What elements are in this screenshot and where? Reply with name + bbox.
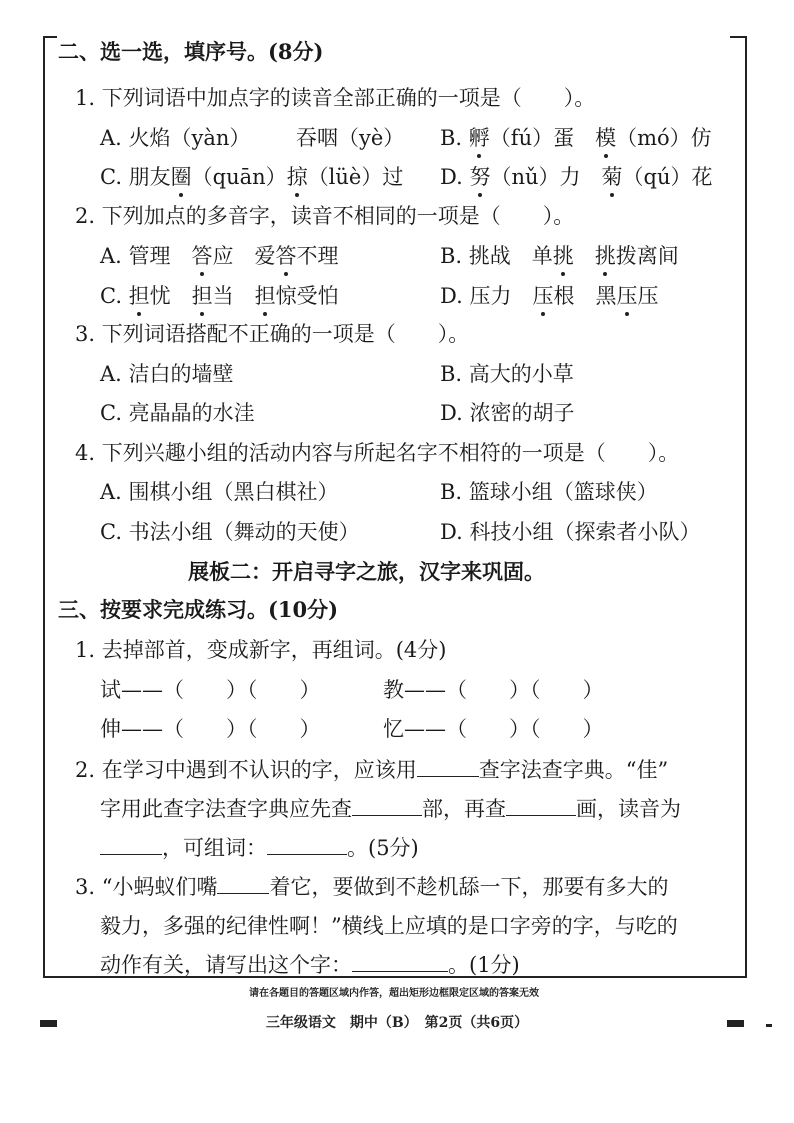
s3q2-line2: 字用此查字法查字典应先查 部，再查 画，读音为: [100, 797, 681, 821]
answer-blank[interactable]: [100, 834, 162, 855]
q1-stem: 1. 下列词语中加点字的读音全部正确的一项是（ ）。: [75, 86, 596, 110]
section2-title: 二、选一选，填序号。(8分): [58, 39, 324, 64]
q2-option-a: A. 管理 答应 爱答不理: [100, 244, 339, 268]
banner-heading: 展板二：开启寻字之旅，汉字来巩固。: [188, 559, 545, 584]
q1-option-d: D. 努（nǔ）力 菊（qú）花: [440, 165, 713, 189]
dotted-char: 压: [616, 284, 638, 308]
dotted-char: 挑: [594, 244, 616, 268]
page-footer: 三年级语文 期中（B） 第2页（共6页）: [265, 1015, 529, 1031]
dotted-char: 孵: [468, 126, 490, 150]
answer-blank[interactable]: [352, 795, 422, 816]
s3q1-row1-left: 试——（ ）（ ）: [100, 678, 321, 702]
answer-blank[interactable]: [217, 873, 269, 894]
section3-title: 三、按要求完成练习。(10分): [58, 597, 339, 622]
q1-option-a2: 吞咽（yè）: [296, 126, 405, 150]
answer-blank[interactable]: [417, 756, 479, 777]
dotted-char: 担: [254, 284, 276, 308]
q3-option-a: A. 洁白的墙壁: [100, 362, 234, 386]
s3q3-line2: 毅力，多强的纪律性啊！”横线上应填的是口字旁的字，与吃的: [100, 914, 678, 938]
answer-blank[interactable]: [506, 795, 576, 816]
s3q1-stem: 1. 去掉部首，变成新字，再组词。(4分): [75, 638, 447, 662]
q2-stem: 2. 下列加点的多音字，读音不相同的一项是（ ）。: [75, 204, 575, 228]
q3-option-d: D. 浓密的胡子: [440, 401, 575, 425]
q1-option-b: B. 孵（fú）蛋 模（mó）仿: [440, 126, 712, 150]
answer-area-notice: 请在各题目的答题区域内作答，超出矩形边框限定区域的答案无效: [249, 988, 539, 999]
dotted-char: 担: [191, 284, 213, 308]
q1-option-a1: A. 火焰（yàn）: [100, 126, 251, 150]
q3-stem: 3. 下列词语搭配不正确的一项是（ ）。: [75, 322, 470, 346]
q4-option-a: A. 围棋小组（黑白棋社）: [100, 480, 339, 504]
dotted-char: 压: [532, 284, 554, 308]
dotted-char: 答: [191, 244, 213, 268]
q4-stem: 4. 下列兴趣小组的活动内容与所起名字不相符的一项是（ ）。: [75, 441, 680, 465]
q4-option-b: B. 篮球小组（篮球侠）: [440, 480, 658, 504]
q1-option-c: C. 朋友圈（quān）掠（lüè）过: [100, 165, 404, 189]
q4-option-d: D. 科技小组（探索者小队）: [440, 520, 701, 544]
answer-blank[interactable]: [352, 951, 448, 972]
s3q1-row1-right: 教——（ ）（ ）: [383, 678, 604, 702]
dotted-char: 担: [128, 284, 150, 308]
q4-option-c: C. 书法小组（舞动的天使）: [100, 520, 360, 544]
s3q2-line1: 2. 在学习中遇到不认识的字，应该用 查字法查字典。“佳”: [75, 758, 669, 782]
dotted-char: 掠: [286, 165, 308, 189]
dotted-char: 圈: [170, 165, 192, 189]
dotted-char: 答: [275, 244, 297, 268]
scan-mark-small: [766, 1024, 772, 1027]
q3-option-c: C. 亮晶晶的水洼: [100, 401, 255, 425]
q2-option-c: C. 担忧 担当 担惊受怕: [100, 284, 339, 308]
s3q1-row2-left: 伸——（ ）（ ）: [100, 717, 321, 741]
scan-mark-right: [727, 1020, 744, 1027]
dotted-char: 菊: [601, 165, 623, 189]
q3-option-b: B. 高大的小草: [440, 362, 574, 386]
dotted-char: 模: [595, 126, 617, 150]
s3q1-row2-right: 忆——（ ）（ ）: [383, 717, 604, 741]
answer-blank[interactable]: [267, 834, 347, 855]
s3q2-line3: ，可组词： 。(5分): [100, 834, 419, 862]
q2-option-b: B. 挑战 单挑 挑拨离间: [440, 244, 679, 268]
dotted-char: 挑: [552, 244, 574, 268]
s3q3-line3: 动作有关，请写出这个字： 。(1分): [100, 953, 520, 977]
q2-option-d: D. 压力 压根 黑压压: [440, 284, 659, 308]
dotted-char: 努: [469, 165, 491, 189]
s3q3-line1: 3. “小蚂蚁们嘴 着它，要做到不趁机舔一下，那要有多大的: [75, 875, 669, 899]
